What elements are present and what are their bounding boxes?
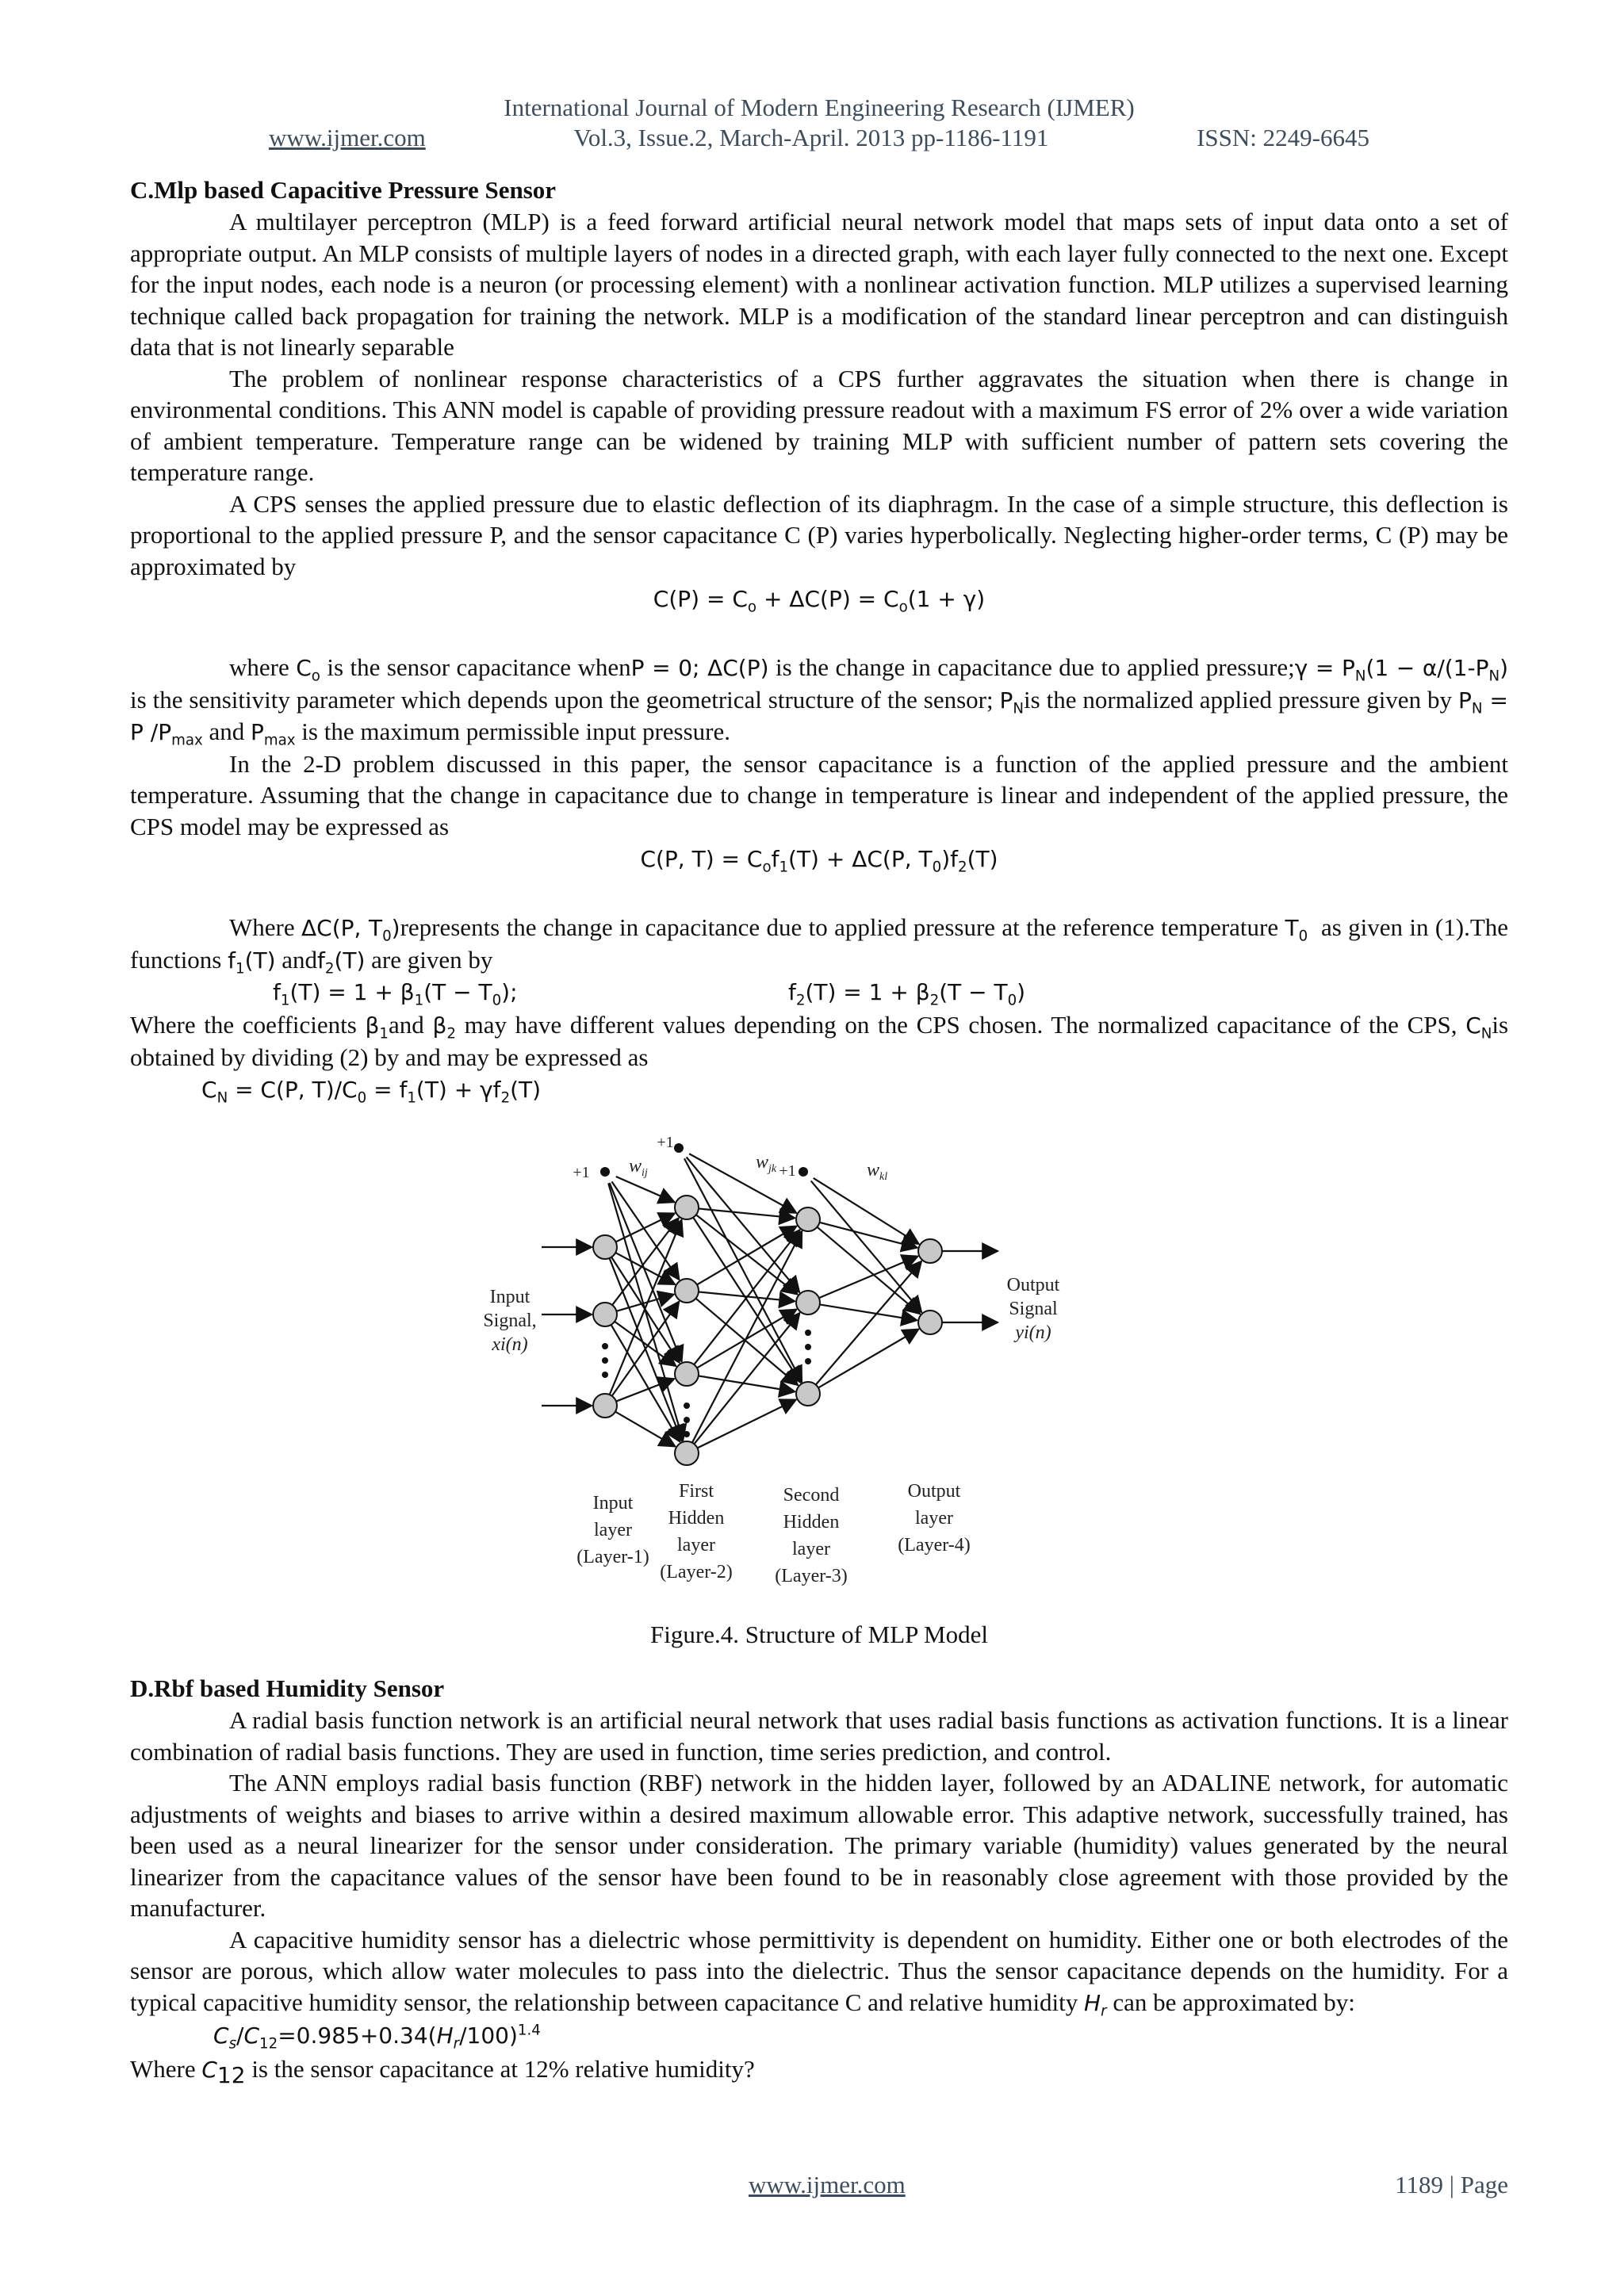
connection-edge [697, 1399, 795, 1448]
neuron-node [675, 1279, 699, 1303]
layer-label: (Layer-2) [660, 1562, 733, 1582]
neuron-node [675, 1196, 699, 1219]
footer-page-number: 1189 | Page [1395, 2171, 1508, 2198]
layer-label: layer [915, 1508, 953, 1529]
input-signal-label: Signal, [483, 1311, 537, 1331]
section-c-paragraph-2: The problem of nonlinear response characteristics of a CPS further aggravates the situation when there is change in environmental conditions. This ANN model is capable of providing pressure readout with a maximum FS error of 2% over a wide variation of ambient temperature. Temperature range can be widened by training MLP with sufficient number of pattern sets covering the temperature range. [130, 364, 1508, 486]
connection-edge [692, 1231, 802, 1443]
section-c-paragraph-5: In the 2-D problem discussed in this paper, the sensor capacitance is a function of the applied pressure and the ambient temperature. Assuming that the change in capacitance due to change in temperature is linear and independent of the applied pressure, the CPS model may be expressed as [130, 749, 1508, 840]
footer-website-link[interactable]: www.ijmer.com [749, 2171, 906, 2198]
connection-edge [816, 1261, 921, 1385]
equation-3: $f_1(T) = 1 + \beta_1(T - T_0)$; $f_2(T) = 1 + \beta_2(T - T_0)$ [273, 979, 1026, 1009]
bias-label-1: +1 [573, 1164, 590, 1181]
connection-edge [818, 1330, 918, 1388]
ellipsis-dot [805, 1358, 811, 1364]
layer-label: (Layer-1) [576, 1547, 649, 1567]
mlp-diagram [462, 1136, 1176, 1612]
neuron-node [918, 1239, 942, 1263]
connection-edge [820, 1304, 917, 1320]
layer-label: (Layer-3) [775, 1566, 848, 1586]
connection-edge [684, 1158, 802, 1382]
equation-5: $C_s/C_{12}=0.985+0.34(H_r/100)^{1.4}$ [213, 2022, 541, 2053]
layer-label: (Layer-4) [898, 1535, 971, 1556]
connection-edge [610, 1220, 682, 1395]
connection-edge [811, 1181, 921, 1312]
section-d-paragraph-1: A radial basis function network is an artificial neural network that uses radial basis functions as activation functions. It is a linear combination of radial basis functions. They are used in function, time series prediction, and control. [130, 1706, 1508, 1766]
equation-4: $C_N = C(P$, $T)/C_0 = f_1(T) + \gamma f_2(T)$ [201, 1077, 542, 1107]
section-c-paragraph-7: Where the coefficients $\beta_1and$ $\beta_2$ may have different values depending on the CPS chosen. The normalized capacitance of the CPS, $C_Nis$ obtained by dividing (2) by and may be expressed as [130, 1011, 1509, 1071]
layer-label: layer [594, 1520, 632, 1540]
neuron-node [796, 1291, 820, 1314]
figure-caption: Figure.4. Structure of MLP Model [650, 1621, 988, 1648]
ellipsis-dot [684, 1402, 690, 1409]
equation-2: C(P, $T) = C_of_1(T) + \Delta C(P$, $T_0)f_2(T)$ [640, 846, 998, 876]
section-c-paragraph-1: A multilayer perceptron (MLP) is a feed forward artificial neural network model that maps sets of input data onto a set of appropriate output. An MLP consists of multiple layers of nodes in a directed graph, with each layer fully connected to the next one. Except for the input nodes, each node is a neuron (or processing element) with a nonlinear activation function. MLP utilizes a supervised learning technique called back propagation for training the network. MLP is a modification of the standard linear perceptron and can distinguish data that is not linearly separable [130, 208, 1508, 361]
journal-title: International Journal of Modern Engineering Research (IJMER) [504, 94, 1135, 121]
mlp-figure [462, 1136, 1176, 1651]
section-c-title: C.Mlp based Capacitive Pressure Sensor [130, 176, 557, 204]
output-signal-label: yi(n) [1015, 1322, 1051, 1343]
header-volume: Vol.3, Issue.2, March-April. 2013 pp-1186-1191 [573, 124, 1049, 151]
ellipsis-dot [684, 1417, 690, 1423]
neuron-node [796, 1207, 820, 1231]
section-d-paragraph-2: The ANN employs radial basis function (RBF) network in the hidden layer, followed by an ADALINE network, for automatic adjustments of weights and biases to arrive within a desired maximum allowable error. This adaptive network, successfully trained, has been used as a neural linearizer for the sensor under consideration. The primary variable (humidity) values generated by the neural linearizer from the capacitance values of the sensor have been found to be in reasonably close agreement with those provided by the manufacturer. [130, 1769, 1508, 1922]
ellipsis-dot [684, 1431, 690, 1437]
layer-label: First [678, 1481, 714, 1502]
ellipsis-dot [602, 1343, 608, 1349]
ellipsis-dot [602, 1372, 608, 1378]
header-row [130, 122, 1508, 154]
layer-label: Hidden [668, 1508, 725, 1529]
bias-node [600, 1167, 610, 1177]
section-d-paragraph-4: Where $C_{12}$ is the sensor capacitance at 12% relative humidity? [130, 2055, 755, 2089]
header-website-link[interactable]: www.ijmer.com [269, 124, 426, 151]
bias-label-3: +1 [779, 1162, 796, 1180]
neuron-node [796, 1382, 820, 1406]
layer-label: layer [792, 1539, 830, 1559]
section-d-paragraph-3: A capacitive humidity sensor has a dielectric whose permittivity is dependent on humidity. Either one or both electrodes of the sensor are porous, which allow water molecules to pass into the dielectric. Thus the sensor capacitance depends on the humidity. For a typical capacitive humidity sensor, the relationship between capacitance C and relative humidity $H_r$ can be approximated by: [130, 1925, 1508, 2020]
bias-node [674, 1143, 684, 1153]
layer-label: Hidden [783, 1512, 840, 1533]
output-signal-label: Signal [1009, 1299, 1058, 1319]
connection-edge [820, 1223, 917, 1248]
bias-node [799, 1167, 808, 1177]
ellipsis-dot [602, 1357, 608, 1364]
equation-1: $C(P) = C_o + \Delta C(P) = C_o(1 + \gamma)$ [653, 586, 986, 616]
section-c-paragraph-6: Where ΔC(P, $T_0)represents$ the change in capacitance due to applied pressure at the reference temperature $T_0$ as given in (1).The functions $f_1(T)$ andf$_2$(T) are given by [130, 913, 1509, 978]
layer-label: layer [677, 1535, 715, 1556]
header-issn: ISSN: 2249-6645 [1197, 124, 1369, 151]
layer-label: Output [907, 1481, 961, 1502]
connection-edge [616, 1177, 675, 1202]
neuron-node [918, 1311, 942, 1334]
ellipsis-dot [805, 1330, 811, 1336]
layer-label: Second [783, 1485, 840, 1506]
connection-edge [694, 1230, 799, 1364]
section-d-title: D.Rbf based Humidity Sensor [130, 1674, 445, 1702]
weight-label-wkl: $w_{kl}$ [867, 1160, 888, 1183]
output-signal-label: Output [1006, 1275, 1060, 1295]
neuron-node [593, 1303, 617, 1326]
connection-edge [817, 1227, 920, 1314]
layer-label: Input [592, 1493, 634, 1513]
bias-label-2: +1 [657, 1136, 674, 1151]
weight-label-wij: $w_{ij}$ [629, 1156, 648, 1179]
weight-label-wjk: $w_{jk}$ [756, 1152, 777, 1175]
input-signal-label: Input [489, 1287, 530, 1307]
section-c-paragraph-4: where $C_o$ is the sensor capacitance whenP = 0; ΔC(P) is the change in capacitance due to applied pressure;γ = $P_N(1 - \alpha/(1-P_N)$ is the sensitivity parameter which depends upon the geometrical structure of the sensor; $P_Nis$ the normalized applied pressure given by $P_N = P$ $/P_{max}$ and $P_{max}$ is the maximum permissible input pressure. [130, 653, 1509, 749]
section-c-paragraph-3: A CPS senses the applied pressure due to elastic deflection of its diaphragm. In the case of a simple structure, this deflection is proportional to the applied pressure P, and the sensor capacitance C (P) varies hyperbolically. Neglecting higher-order terms, C (P) may be approximated by [130, 489, 1508, 580]
neuron-node [593, 1235, 617, 1259]
page-body [130, 94, 1509, 2089]
connection-edge [819, 1257, 918, 1299]
neuron-node [675, 1441, 699, 1465]
neuron-node [593, 1394, 617, 1418]
ellipsis-dot [805, 1344, 811, 1350]
input-signal-label: xi(n) [492, 1334, 528, 1355]
neuron-node [675, 1362, 699, 1386]
